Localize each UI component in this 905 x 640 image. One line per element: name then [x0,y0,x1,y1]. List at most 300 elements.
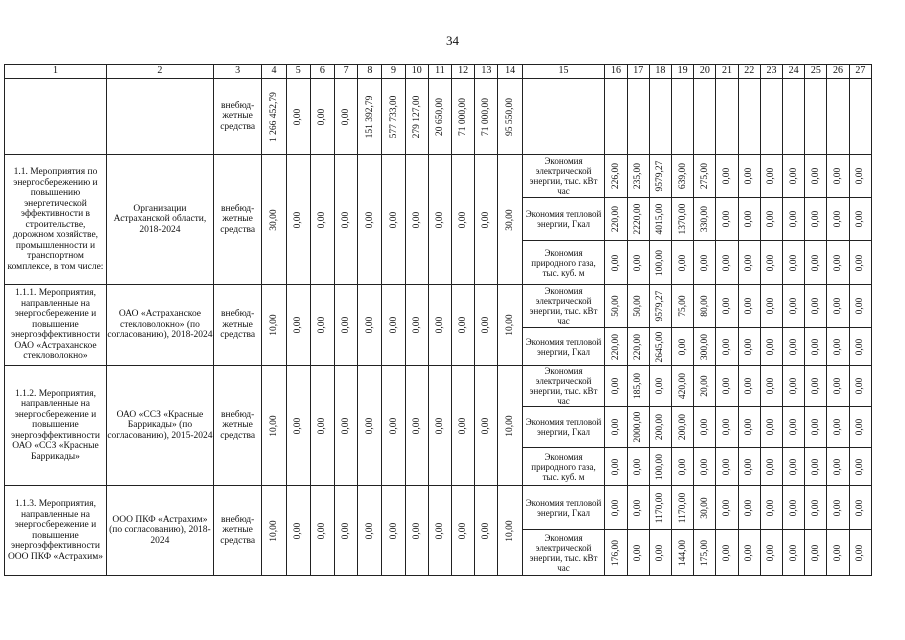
value-cell [694,366,716,407]
measure-name: 1.1.2. Мероприятия, направленные на энергосбережение и повышение энергоэффективности ОАО «ССЗ «Красные Баррикады» [5,366,107,486]
value-text: 0,00 [411,316,422,334]
value-cell [694,198,716,241]
value-cell [649,328,671,366]
value-text: 0,00 [292,417,303,434]
value-text: 0,00 [810,544,821,561]
value-cell [649,241,671,285]
value-text: 0,00 [721,338,732,355]
value-cell [738,366,760,407]
value-cell [738,155,760,198]
value-text: 0,00 [743,338,754,355]
value-cell [760,407,782,448]
value-cell [405,79,428,155]
value-text: 0,00 [810,499,821,516]
value-cell [286,79,310,155]
value-text: 10,00 [504,519,515,542]
value-text: 0,00 [788,377,799,395]
value-text: 0,00 [411,522,422,539]
column-number: 2 [106,65,213,79]
value-text: 1 266 452,79 [268,91,279,142]
value-cell [827,407,849,448]
value-text: 0,00 [721,499,732,516]
value-cell [827,198,849,241]
value-cell [672,241,694,285]
table-row [5,155,872,198]
value-text: 0,00 [810,338,821,355]
column-number: 10 [405,65,428,79]
value-text: 0,00 [388,522,399,539]
value-cell [716,285,738,328]
value-cell [716,198,738,241]
value-text: 0,00 [388,316,399,334]
column-number: 4 [262,65,286,79]
value-text: 0,00 [434,316,445,334]
value-text: 0,00 [766,544,777,561]
value-cell [335,155,358,285]
value-text: 0,00 [632,458,643,475]
value-cell [672,530,694,576]
value-cell [738,407,760,448]
value-text: 0,00 [481,522,492,539]
indicator-label: Экономия тепловой энергии, Гкал [522,486,605,530]
value-text: 0,00 [317,108,328,125]
value-cell [783,328,805,366]
value-text: 0,00 [832,377,843,395]
value-text: 0,00 [810,458,821,475]
value-text: 330,00 [699,205,710,233]
value-text: 0,00 [788,254,799,271]
value-cell [286,366,310,486]
value-text: 0,00 [699,418,710,436]
value-cell [783,241,805,285]
value-text: 0,00 [677,254,688,271]
column-number: 7 [335,65,358,79]
empty-cell [760,79,782,155]
empty-cell [649,79,671,155]
column-number: 9 [382,65,405,79]
value-text: 577 733,00 [388,95,399,138]
value-text: 0,00 [457,417,468,434]
value-cell [452,155,475,285]
value-cell [627,328,649,366]
value-cell [672,448,694,486]
value-text: 0,00 [721,297,732,315]
value-cell [335,366,358,486]
value-text: 95 550,00 [504,97,515,136]
value-text: 200,00 [677,413,688,441]
value-text: 0,00 [855,458,866,475]
value-cell [738,241,760,285]
indicator-label: Экономия электрической энергии, тыс. кВт час [522,366,605,407]
value-cell [849,486,871,530]
value-text: 0,00 [766,210,777,228]
value-text: 0,00 [766,418,777,436]
value-text: 0,00 [388,211,399,228]
value-text: 0,00 [721,418,732,436]
value-text: 0,00 [610,254,621,271]
value-cell [358,366,382,486]
value-cell [335,285,358,366]
value-text: 279 127,00 [411,95,422,138]
value-text: 220,00 [632,333,643,360]
value-cell [627,448,649,486]
value-cell [805,328,827,366]
funding-source: внебюд-жетные средства [213,285,261,366]
value-text: 235,00 [632,162,643,190]
value-cell [286,155,310,285]
page-number: 34 [446,33,459,48]
value-text: 0,00 [721,254,732,271]
value-cell [716,486,738,530]
value-cell [262,486,286,576]
value-text: 0,00 [317,522,328,539]
value-text: 0,00 [810,418,821,436]
value-cell [310,79,334,155]
value-text: 1170,00 [677,492,688,523]
value-text: 0,00 [340,108,351,125]
value-cell [382,486,405,576]
value-text: 75,00 [677,295,688,317]
value-cell [452,79,475,155]
empty-cell [5,79,107,155]
table-row [5,285,872,328]
value-text: 0,00 [721,377,732,395]
value-text: 10,00 [268,414,279,437]
value-cell [428,366,451,486]
value-text: 10,00 [504,414,515,437]
value-cell [849,198,871,241]
value-text: 0,00 [855,377,866,395]
value-cell [672,198,694,241]
value-cell [627,366,649,407]
value-cell [405,366,428,486]
value-cell [760,241,782,285]
value-cell [805,285,827,328]
value-cell [694,530,716,576]
value-text: 0,00 [766,458,777,475]
value-cell [627,285,649,328]
value-text: 0,00 [457,211,468,228]
value-text: 0,00 [317,211,328,228]
value-cell [849,530,871,576]
value-text: 9579,27 [655,290,666,322]
empty-cell [672,79,694,155]
value-text: 0,00 [743,544,754,561]
value-text: 151 392,79 [364,95,375,138]
column-number: 8 [358,65,382,79]
value-cell [694,407,716,448]
indicator-label: Экономия тепловой энергии, Гкал [522,198,605,241]
value-cell [358,79,382,155]
value-cell [475,366,498,486]
value-text: 0,00 [810,297,821,315]
value-cell [694,486,716,530]
value-text: 0,00 [411,211,422,228]
value-text: 0,00 [610,458,621,475]
value-cell [452,366,475,486]
value-cell [428,285,451,366]
value-text: 0,00 [292,211,303,228]
value-cell [498,486,522,576]
value-cell [827,366,849,407]
indicator-label: Экономия электрической энергии, тыс. кВт час [522,285,605,328]
value-text: 0,00 [411,417,422,434]
value-text: 9579,27 [655,160,666,192]
value-text: 220,00 [610,205,621,233]
value-text: 0,00 [481,316,492,334]
value-text: 0,00 [810,377,821,395]
value-text: 0,00 [788,499,799,516]
value-cell [827,285,849,328]
value-cell [672,285,694,328]
value-cell [605,155,627,198]
value-text: 0,00 [340,211,351,228]
value-text: 0,00 [766,297,777,315]
value-text: 30,00 [268,208,279,231]
value-cell [738,530,760,576]
value-text: 144,00 [677,539,688,566]
value-cell [805,155,827,198]
value-cell [760,448,782,486]
value-cell [716,448,738,486]
empty-cell [805,79,827,155]
value-text: 0,00 [677,338,688,355]
value-text: 1170,00 [655,492,666,523]
value-cell [627,155,649,198]
value-cell [805,530,827,576]
value-cell [310,285,334,366]
value-cell [452,285,475,366]
value-text: 0,00 [743,418,754,436]
value-text: 10,00 [504,314,515,336]
value-cell [382,155,405,285]
value-cell [672,486,694,530]
value-text: 300,00 [699,333,710,360]
value-cell [428,79,451,155]
value-text: 0,00 [317,417,328,434]
value-text: 176,00 [610,539,621,566]
value-cell [605,530,627,576]
value-cell [783,285,805,328]
value-text: 0,00 [766,338,777,355]
value-cell [498,366,522,486]
column-number: 23 [760,65,782,79]
value-text: 0,00 [855,254,866,271]
value-cell [694,328,716,366]
value-text: 30,00 [699,496,710,519]
value-text: 80,00 [699,295,710,317]
value-text: 0,00 [810,210,821,228]
value-cell [827,155,849,198]
value-cell [783,366,805,407]
value-text: 0,00 [721,458,732,475]
value-cell [605,366,627,407]
value-text: 0,00 [766,377,777,395]
value-cell [605,328,627,366]
column-number: 1 [5,65,107,79]
indicator-label: Экономия электрической энергии, тыс. кВт час [522,530,605,576]
value-text: 0,00 [832,210,843,228]
value-text: 50,00 [632,295,643,317]
value-cell [783,530,805,576]
value-cell [827,448,849,486]
funding-source: внебюд-жетные средства [213,366,261,486]
value-text: 1370,00 [677,203,688,235]
value-cell [716,155,738,198]
value-cell [783,407,805,448]
value-cell [738,285,760,328]
value-text: 0,00 [434,211,445,228]
column-number: 14 [498,65,522,79]
value-text: 0,00 [457,522,468,539]
value-text: 0,00 [364,522,375,539]
value-text: 100,00 [655,249,666,276]
value-text: 0,00 [481,417,492,434]
value-text: 0,00 [677,458,688,475]
value-text: 0,00 [388,417,399,434]
value-cell [358,486,382,576]
value-text: 0,00 [317,316,328,334]
value-text: 0,00 [457,316,468,334]
column-number: 16 [605,65,627,79]
column-number: 18 [649,65,671,79]
value-text: 0,00 [632,254,643,271]
column-number: 5 [286,65,310,79]
value-cell [649,366,671,407]
value-text: 0,00 [610,418,621,436]
value-cell [849,285,871,328]
value-text: 0,00 [699,254,710,271]
value-text: 0,00 [292,108,303,125]
value-cell [738,448,760,486]
value-cell [649,198,671,241]
value-text: 20,00 [699,375,710,397]
value-cell [694,285,716,328]
value-text: 0,00 [788,167,799,185]
column-number: 11 [428,65,451,79]
value-cell [605,486,627,530]
executor: ООО ПКФ «Астрахим» (по согласованию), 2018-2024 [106,486,213,576]
value-text: 220,00 [610,333,621,360]
value-text: 0,00 [832,167,843,185]
value-text: 0,00 [832,499,843,516]
value-cell [783,486,805,530]
funding-source: внебюд-жетные средства [213,486,261,576]
value-text: 0,00 [766,254,777,271]
empty-cell [694,79,716,155]
value-cell [286,486,310,576]
value-text: 0,00 [721,167,732,185]
value-cell [716,407,738,448]
table-row [5,486,872,530]
value-cell [605,285,627,328]
value-cell [694,448,716,486]
value-cell [760,366,782,407]
value-text: 0,00 [788,297,799,315]
value-text: 0,00 [855,499,866,516]
value-text: 0,00 [364,316,375,334]
value-cell [262,366,286,486]
empty-cell [106,79,213,155]
value-text: 0,00 [788,338,799,355]
value-text: 0,00 [766,167,777,185]
value-text: 10,00 [268,314,279,336]
value-cell [649,530,671,576]
value-text: 275,00 [699,162,710,190]
column-number: 17 [627,65,649,79]
value-cell [805,198,827,241]
value-text: 0,00 [632,544,643,561]
value-cell [849,407,871,448]
value-text: 0,00 [340,522,351,539]
value-text: 0,00 [743,377,754,395]
executor: ОАО «Астраханское стекловолокно» (по согласованию), 2018-2024 [106,285,213,366]
indicator-label: Экономия электрической энергии, тыс. кВт час [522,155,605,198]
value-cell [827,486,849,530]
value-text: 0,00 [743,167,754,185]
value-cell [649,407,671,448]
value-text: 0,00 [832,418,843,436]
value-cell [405,155,428,285]
funding-source: внебюд-жетные средства [213,79,261,155]
column-number: 15 [522,65,605,79]
value-cell [358,155,382,285]
value-text: 226,00 [610,162,621,190]
value-cell [805,448,827,486]
empty-cell [522,79,605,155]
funding-source: внебюд-жетные средства [213,155,261,285]
value-cell [760,530,782,576]
value-text: 0,00 [364,211,375,228]
value-text: 0,00 [788,544,799,561]
column-number: 27 [849,65,871,79]
totals-row [5,79,872,155]
empty-cell [849,79,871,155]
value-text: 0,00 [855,297,866,315]
value-cell [738,486,760,530]
value-cell [475,79,498,155]
value-text: 0,00 [855,167,866,185]
value-cell [805,366,827,407]
value-cell [649,155,671,198]
value-text: 2000,00 [632,411,643,443]
measure-name: 1.1.3. Мероприятия, направленные на энергосбережение и повышение энергоэффективности ООО ПКФ «Астрахим» [5,486,107,576]
value-text: 0,00 [632,499,643,516]
value-text: 0,00 [610,377,621,395]
value-cell [262,285,286,366]
value-cell [672,328,694,366]
value-text: 0,00 [743,254,754,271]
value-cell [694,241,716,285]
value-cell [286,285,310,366]
value-cell [498,155,522,285]
value-cell [382,366,405,486]
value-cell [672,366,694,407]
value-cell [783,155,805,198]
value-cell [672,155,694,198]
value-cell [849,328,871,366]
column-number: 24 [783,65,805,79]
value-text: 0,00 [832,254,843,271]
value-cell [716,366,738,407]
value-text: 0,00 [810,254,821,271]
value-cell [783,448,805,486]
value-text: 30,00 [504,208,515,231]
empty-cell [716,79,738,155]
value-cell [475,285,498,366]
value-cell [849,241,871,285]
value-cell [716,241,738,285]
